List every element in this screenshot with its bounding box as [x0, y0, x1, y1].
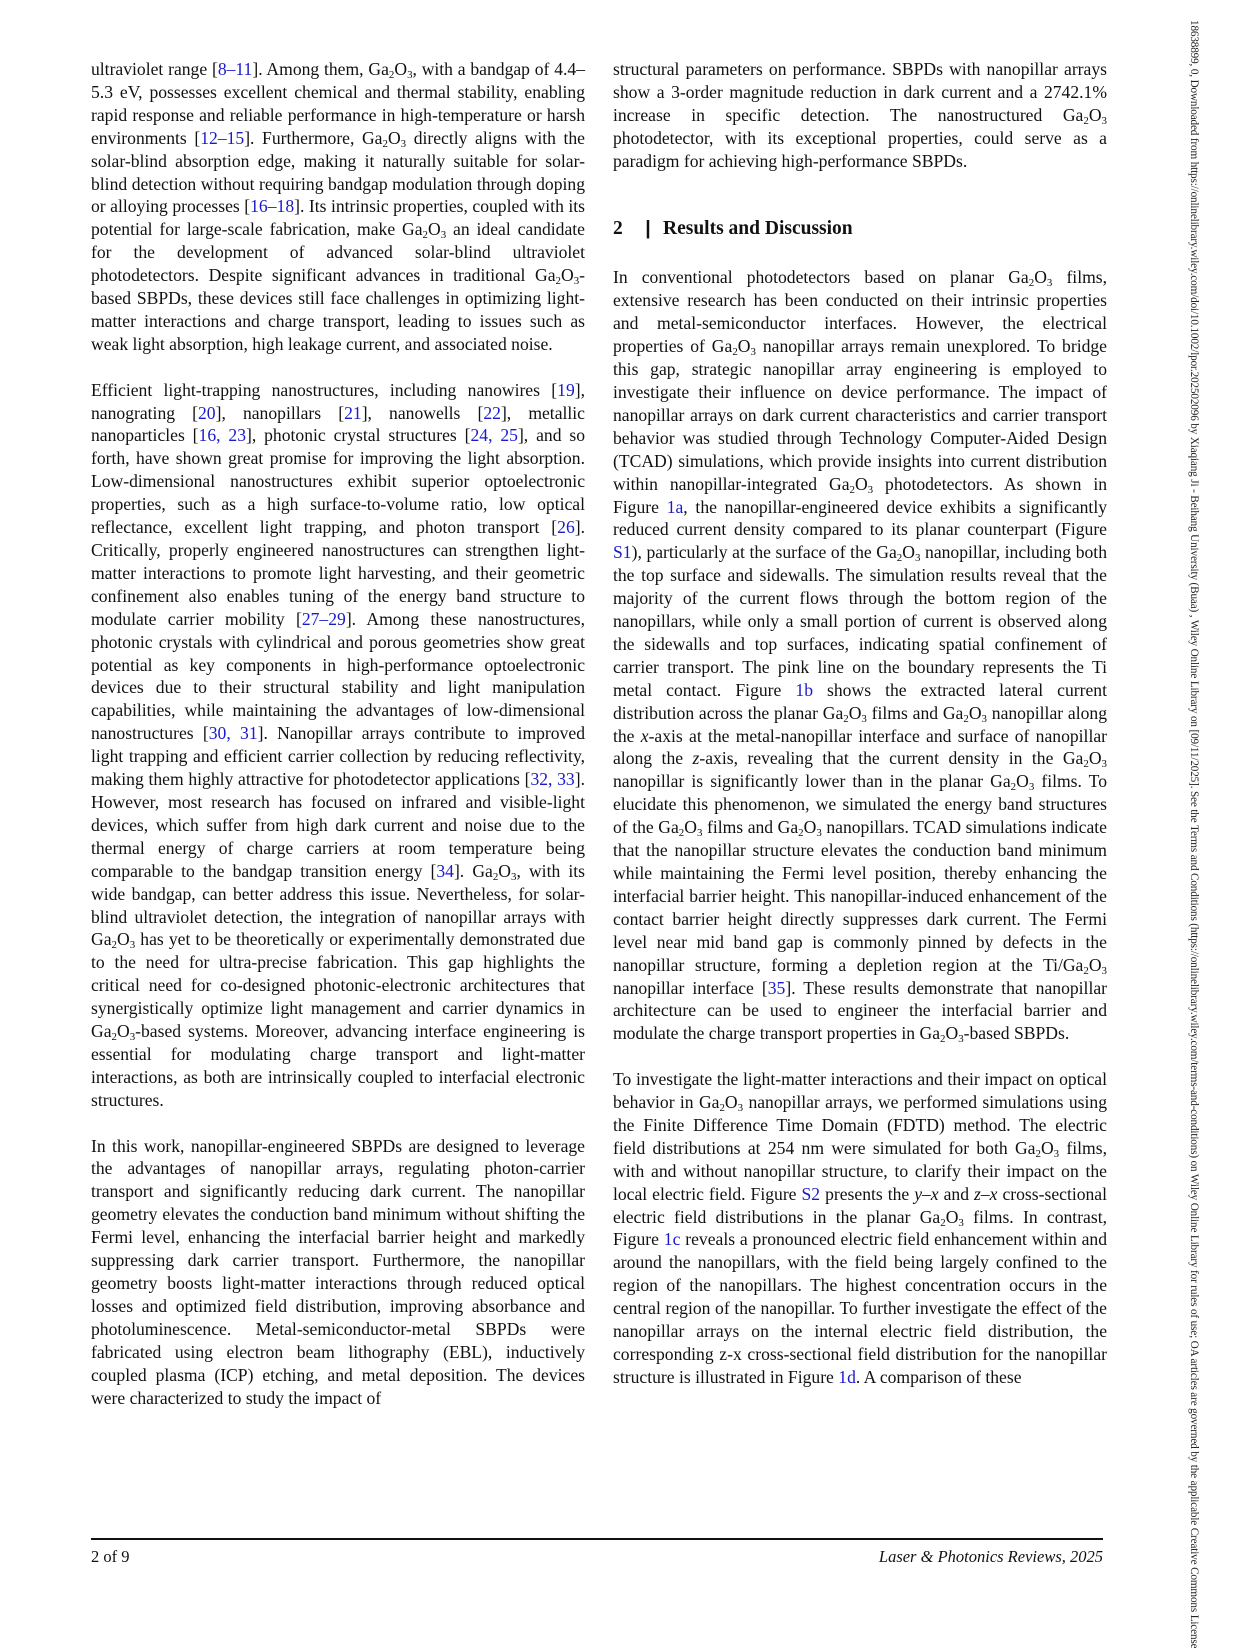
subscript: 2 [1028, 277, 1035, 290]
subscript: 3 [129, 1031, 136, 1044]
citation-link[interactable]: 12–15 [200, 127, 245, 148]
body-paragraph: structural parameters on performance. SBPDs with nanopillar arrays show a 3-order magnitude reduction in dark current and a 2742.1% increase in specific detection. The nanostructured $Ga_2O_3$ photodetector, with its exceptional properties, could serve as a paradigm for achieving high-performance SBPDs. [613, 59, 1107, 171]
journal-name: Laser & Photonics Reviews, 2025 [878, 1547, 1103, 1566]
subscript: 2 [388, 69, 395, 82]
section-heading [613, 217, 1107, 241]
subscript: 2 [896, 552, 903, 565]
subscript: 3 [737, 1102, 744, 1115]
subscript: 2 [492, 870, 499, 883]
citation-link[interactable]: 27–29 [301, 608, 346, 629]
citation-link[interactable]: 1a [666, 496, 684, 517]
subscript: 2 [555, 275, 561, 288]
footer-rule [91, 1538, 1103, 1540]
body-paragraph: ultraviolet range [8–11]. Among them, $Ga_2O_3$, with a bandgap of 4.4–5.3 eV, possesses excellent chemical and thermal stability, enabling rapid response and reliable performance in high-temperature or harsh environments [12–15]. Furthermore, $Ga_2O_3$ directly aligns with the solar-blind absorption edge, making it naturally suitable for solar-blind detection without requiring bandgap modulation through doping or alloying processes [16–18]. Its intrinsic properties, coupled with its potential for large-scale fabrication, make $Ga_2O_3$ an ideal candidate for the development of advanced solar-blind ultraviolet photodetectors. Despite significant advances in traditional $Ga_2O_3$-based SBPDs, these devices still face challenges in optimizing light-matter interactions and charge transport, leading to issues such as weak light absorption, high leakage current, and associated noise. [91, 59, 586, 354]
subscript: 2 [382, 137, 388, 150]
body-paragraph: Efficient light-trapping nanostructures, including nanowires [19], nanograting [20], nanopillars [21], nanowells [22], metallic nanoparticles [16, 23], photonic crystal structures [24, 25], and so forth, have shown great promise for improving the light absorption. Low-dimensional nanostructures exhibit superior optoelectronic properties, such as a high surface-to-volume ratio, low optical reflectance, excellent light trapping, and photon transport [26]. Critically, properly engineered nanostructures can strengthen light-matter interactions to promote light harvesting, and their geometric confinement also enables tuning of the energy band structure to modulate carrier mobility [27–29]. Among these nanostructures, photonic crystals with cylindrical and porous geometries show great potential as key components in high-performance optoelectronic devices due to their structural stability and light manipulation capabilities, while maintaining the advantages of low-dimensional nanostructures [30, 31]. Nanopillar arrays contribute to improved light trapping and efficient carrier collection by reducing reflectivity, making them highly attractive for photodetector applications [32, 33]. However, most research has focused on infrared and visible-light devices, which suffer from high dark current and noise due to the thermal energy of charge carriers at room temperature being comparable to the bandgap transition energy [34]. $Ga_2O_3$, with its wide bandgap, can better address this issue. Nevertheless, for solar-blind ultraviolet detection, the integration of nanopillar arrays with $Ga_2O_3$ has yet to be theoretically or experimentally demonstrated due to the need for ultra-precise fabrication. This gap highlights the critical need for co-designed photonic-electronic architectures that synergistically optimize light management and carrier dynamics in $Ga_2O_3$-based systems. Moreover, advancing interface engineering is essential for modulating charge transport and light-matter interactions, as both are intrinsically coupled to interfacial electronic structures. [91, 379, 586, 1110]
subscript: 2 [1083, 964, 1089, 977]
subscript: 3 [511, 870, 517, 883]
subscript: 3 [981, 712, 987, 725]
subscript: 2 [940, 1033, 946, 1046]
download-notice-sidebar [1182, 20, 1200, 1648]
citation-link[interactable]: 20 [198, 402, 216, 423]
math-variable: x [640, 725, 649, 746]
citation-link[interactable]: 1d [838, 1366, 856, 1387]
subscript: 3 [914, 552, 921, 565]
citation-link[interactable]: S1 [613, 542, 632, 563]
citation-link[interactable]: 30, 31 [208, 723, 258, 744]
left-column [91, 58, 585, 1409]
subscript: 2 [1083, 114, 1089, 127]
body-paragraph: To investigate the light-matter interactions and their impact on optical behavior in $Ga_2O_3$ nanopillar arrays, we performed simulations using the Finite Difference Time Domain (FDTD) method. The electric field distributions at 254 nm were simulated for both $Ga_2O_3$ films, with and without nanopillar structure, to clarify their impact on the local electric field. Figure S2 presents the y–x and z–x cross-sectional electric field distributions in the planar $Ga_2O_3$ films. In contrast, Figure 1c reveals a pronounced electric field enhancement within and around the nanopillars, with the field being largely confined to the region of the nanopillars. The highest concentration occurs in the central region of the nanopillar. To further investigate the effect of the nanopillar arrays on the internal electric field distribution, the corresponding z-x cross-sectional field distribution for the nanopillar structure is illustrated in Figure 1d. A comparison of these [613, 1069, 1108, 1387]
section-title: Results and Discussion [663, 217, 853, 239]
subscript: 2 [719, 1102, 725, 1115]
subscript: 3 [440, 229, 447, 242]
download-notice-text: 18638899, 0, Downloaded from https://onlinelibrary.wiley.com/doi/10.1002/lpor.202502096 by Xiaqiang Ji - Beihang University (Buaa) , Wiley Online Library on [09/11/2025]. See the Terms and Conditions (https://onlinelibrary.wiley.com/terms-and-conditions) on Wiley Online Library for rules of use; OA articles are governed by the applicable Creative Commons License [1188, 20, 1200, 1648]
body-paragraph: In conventional photodetectors based on planar $Ga_2O_3$ films, extensive research has been conducted on their intrinsic properties and metal-semiconductor interfaces. However, the electrical properties of $Ga_2O_3$ nanopillar arrays remain unexplored. To bridge this gap, strategic nanopillar array engineering is employed to investigate their influence on device performance. The impact of nanopillar arrays on dark current characteristics and carrier transport behavior was studied through Technology Computer-Aided Design (TCAD) simulations, which provide insights into current distribution within nanopillar-integrated $Ga_2O_3$ photodetectors. As shown in Figure 1a, the nanopillar-engineered device exhibits a significantly reduced current density compared to its planar counterpart (Figure S1), particularly at the surface of the $Ga_2O_3$ nanopillar, including both the top surface and sidewalls. The simulation results reveal that the majority of the current flows through the bottom region of the nanopillars, while only a small portion of current is observed along the sidewalls and top surfaces, indicating spatial confinement of carrier transport. The pink line on the boundary represents the Ti metal contact. Figure 1b shows the extracted lateral current distribution across the planar $Ga_2O_3$ films and $Ga_2O_3$ nanopillar along the x-axis at the metal-nanopillar interface and surface of nanopillar along the z-axis, revealing that the current density in the $Ga_2O_3$ nanopillar is significantly lower than in the planar $Ga_2O_3$ films. To elucidate this phenomenon, we simulated the energy band structures of the $Ga_2O_3$ films and $Ga_2O_3$ nanopillars. TCAD simulations indicate that the nanopillar structure elevates the conduction band minimum while maintaining the Fermi level position, thereby enhancing the interfacial barrier height. This nanopillar-induced enhancement of the contact barrier height directly suppresses dark current. The Fermi level near mid band gap is commonly pinned by defects in the nanopillar structure, forming a depletion region at the $Ti/Ga_2O_3$ nanopillar interface [35]. These results demonstrate that nanopillar architecture can be used to engineer the interfacial barrier and modulate the charge transport properties in $Ga_2O_3$-based SBPDs. [613, 267, 1108, 1046]
subscript: 3 [750, 346, 756, 359]
subscript: 3 [696, 827, 703, 840]
subscript: 3 [1101, 114, 1107, 127]
subscript: 2 [1010, 781, 1017, 794]
subscript: 3 [1028, 781, 1035, 794]
citation-link[interactable]: 19 [557, 379, 575, 400]
subscript: 3 [1046, 277, 1053, 290]
subscript: 2 [940, 1216, 946, 1229]
citation-link[interactable]: 35 [767, 977, 786, 998]
subscript: 2 [111, 939, 117, 952]
subscript: 2 [963, 712, 969, 725]
citation-link[interactable]: S2 [801, 1183, 821, 1204]
citation-link[interactable]: 26 [557, 517, 575, 538]
citation-link[interactable]: 8–11 [217, 59, 253, 79]
subscript: 2 [849, 483, 855, 496]
subscript: 2 [843, 712, 849, 725]
page-number: 2 of 9 [91, 1547, 130, 1566]
subscript: 3 [1053, 1147, 1060, 1160]
subscript: 2 [1035, 1147, 1041, 1160]
subscript: 3 [958, 1033, 964, 1046]
citation-link[interactable]: 24, 25 [470, 425, 518, 446]
math-variable: z [692, 748, 700, 769]
subscript: 2 [678, 827, 685, 840]
citation-link[interactable]: 16, 23 [198, 425, 246, 446]
citation-link[interactable]: 1b [795, 679, 813, 700]
section-number: 2 [613, 217, 623, 239]
subscript: 3 [407, 69, 413, 82]
right-column [613, 58, 1107, 1389]
subscript: 2 [732, 346, 738, 359]
body-paragraph: In this work, nanopillar-engineered SBPDs are designed to leverage the advantages of nanopillar arrays, regulating photon-carrier transport and significantly reducing dark current. The nanopillar geometry elevates the conduction band minimum without shifting the Fermi level, enhancing the interfacial barrier height and markedly suppressing dark carrier transport. Furthermore, the nanopillar geometry boosts light-matter interactions through reduced optical losses and optimized field distribution, improving absorbance and photoluminescence. Metal-semiconductor-metal SBPDs were fabricated using electron beam lithography (EBL), inductively coupled plasma (ICP) etching, and metal deposition. The devices were characterized to study the impact of [91, 1135, 585, 1408]
subscript: 3 [1101, 964, 1107, 977]
math-variable: z–x [974, 1183, 998, 1204]
subscript: 3 [816, 827, 822, 840]
subscript: 3 [129, 939, 136, 952]
citation-link[interactable]: 34 [436, 860, 454, 881]
citation-link[interactable]: 21 [344, 402, 362, 423]
subscript: 3 [958, 1216, 964, 1229]
subscript: 3 [1101, 758, 1107, 771]
subscript: 3 [861, 712, 867, 725]
subscript: 2 [111, 1031, 117, 1044]
subscript: 2 [422, 229, 428, 242]
subscript: 3 [400, 137, 407, 150]
subscript: 3 [573, 275, 580, 288]
citation-link[interactable]: 1c [663, 1229, 681, 1250]
math-variable: y–x [914, 1183, 939, 1204]
citation-link[interactable]: 22 [483, 402, 501, 423]
citation-link[interactable]: 32, 33 [530, 769, 575, 790]
section-separator: | [645, 216, 651, 239]
subscript: 2 [798, 827, 804, 840]
citation-link[interactable]: 16–18 [250, 196, 295, 217]
subscript: 3 [867, 483, 874, 496]
subscript: 2 [1083, 758, 1089, 771]
